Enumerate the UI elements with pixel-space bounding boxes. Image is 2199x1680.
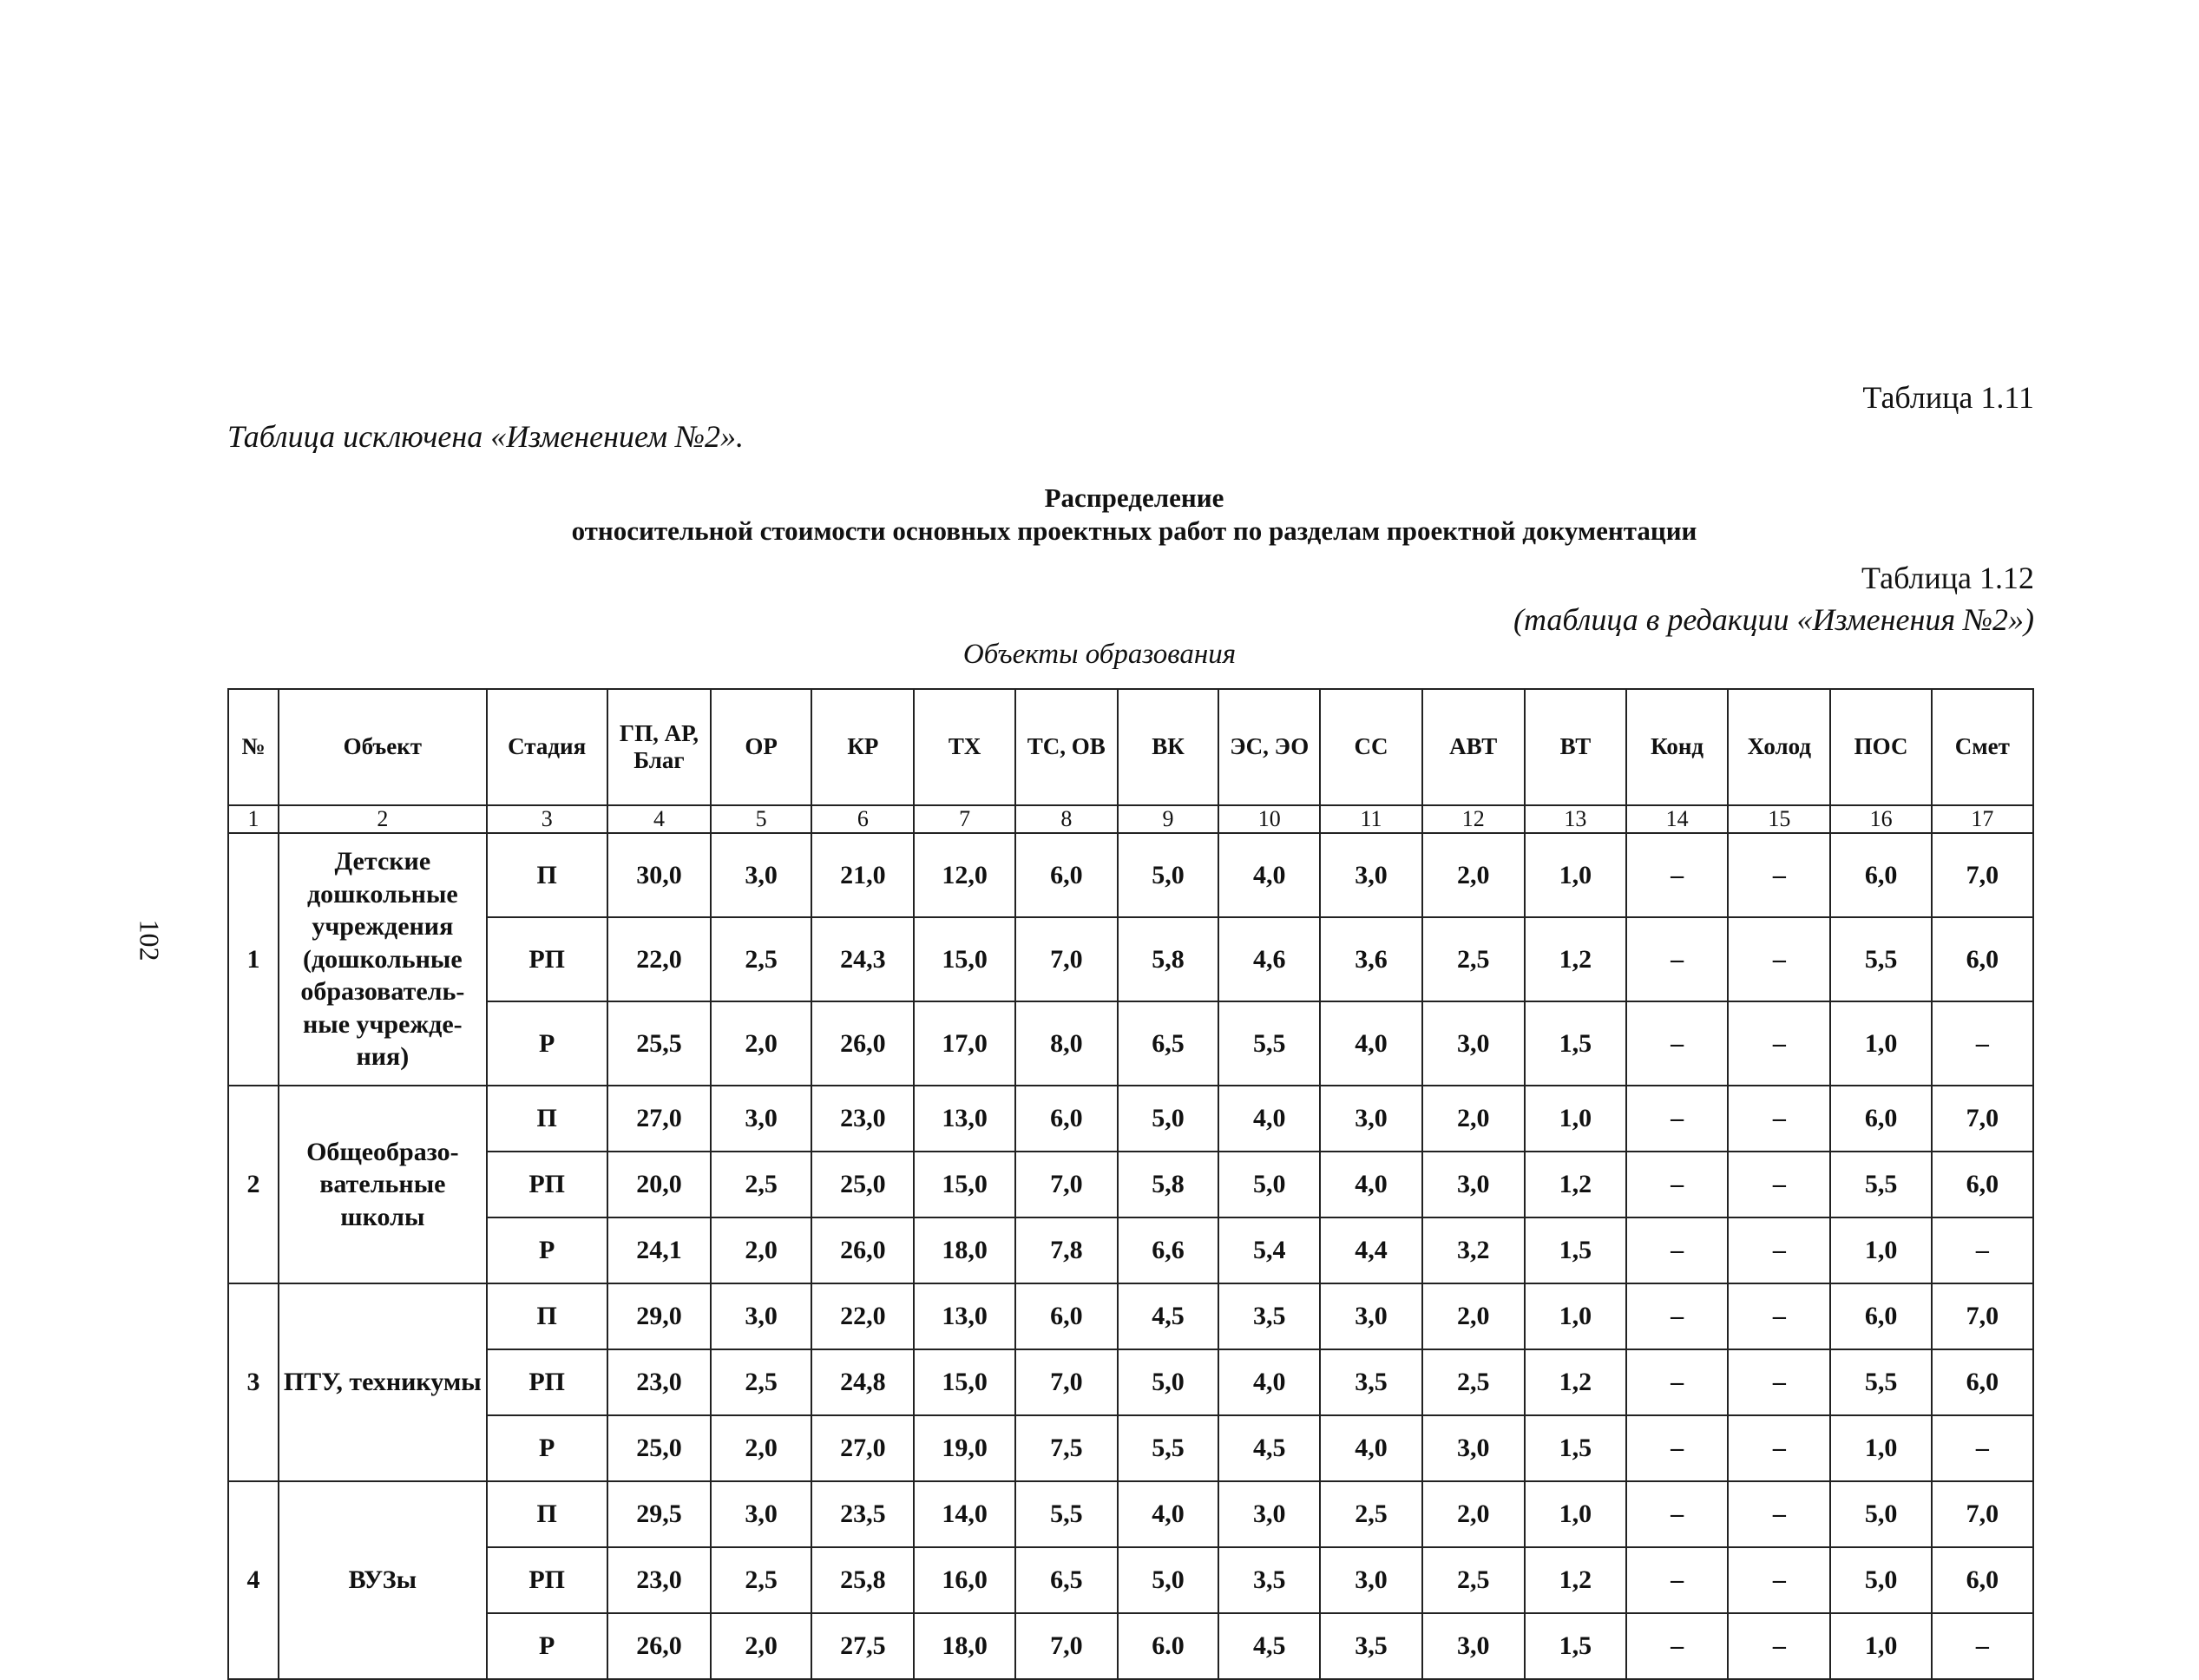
value-cell: 2,5 (711, 1349, 811, 1415)
value-cell: – (1626, 1481, 1728, 1547)
value-cell: 3,0 (1422, 1613, 1525, 1679)
value-cell: 7,0 (1015, 1349, 1118, 1415)
value-cell: – (1728, 1613, 1830, 1679)
column-number-cell: 11 (1320, 805, 1421, 833)
column-number-cell: 16 (1830, 805, 1931, 833)
value-cell: – (1626, 1613, 1728, 1679)
value-cell: – (1728, 1349, 1830, 1415)
header-cell: ТС, ОВ (1015, 689, 1118, 805)
value-cell: 5,5 (1830, 1349, 1931, 1415)
value-cell: 24,8 (811, 1349, 914, 1415)
value-cell: 23,0 (811, 1086, 914, 1152)
value-cell: 15,0 (914, 917, 1014, 1001)
value-cell: – (1626, 1001, 1728, 1086)
table-title-line-2: относительной стоимости основных проектных работ по разделам проектной документации (571, 515, 1697, 546)
value-cell: 27,0 (811, 1415, 914, 1481)
header-cell: ГП, АР, Благ (607, 689, 711, 805)
value-cell: 26,0 (811, 1001, 914, 1086)
value-cell: – (1728, 1217, 1830, 1283)
value-cell: 6,0 (1932, 917, 2033, 1001)
value-cell: – (1728, 1481, 1830, 1547)
header-cell: ПОС (1830, 689, 1931, 805)
value-cell: – (1728, 1086, 1830, 1152)
value-cell: 5,0 (1830, 1481, 1931, 1547)
object-name-cell: Детские дошкольные учреждения (дошкольные образователь-ные учрежде-ния) (279, 833, 486, 1086)
value-cell: 2,0 (1422, 1481, 1525, 1547)
value-cell: 25,8 (811, 1547, 914, 1613)
stage-cell: П (487, 833, 607, 917)
value-cell: 7,0 (1932, 1283, 2033, 1349)
header-cell: ТХ (914, 689, 1014, 805)
value-cell: 4,0 (1218, 833, 1320, 917)
value-cell: – (1626, 1283, 1728, 1349)
table-row (228, 1481, 2033, 1547)
value-cell: – (1932, 1415, 2033, 1481)
table-1-11-label: Таблица 1.11 (1862, 380, 2034, 415)
header-cell: № (228, 689, 279, 805)
value-cell: 26,0 (811, 1217, 914, 1283)
object-name-cell: ВУЗы (279, 1481, 486, 1679)
value-cell: 2,0 (1422, 833, 1525, 917)
header-cell: ОР (711, 689, 811, 805)
value-cell: 3,6 (1320, 917, 1421, 1001)
value-cell: 3,5 (1218, 1547, 1320, 1613)
column-number-cell: 3 (487, 805, 607, 833)
stage-cell: РП (487, 1547, 607, 1613)
value-cell: 23,5 (811, 1481, 914, 1547)
object-name-cell: ПТУ, техникумы (279, 1283, 486, 1481)
group-number-cell: 3 (228, 1283, 279, 1481)
table-row (228, 833, 2033, 917)
value-cell: – (1626, 1217, 1728, 1283)
value-cell: 2,5 (711, 917, 811, 1001)
table-row (228, 1086, 2033, 1152)
value-cell: 4,0 (1320, 1415, 1421, 1481)
value-cell: 5,8 (1118, 917, 1218, 1001)
value-cell: 3,0 (1320, 1283, 1421, 1349)
value-cell: 3,0 (1422, 1001, 1525, 1086)
value-cell: – (1626, 1349, 1728, 1415)
value-cell: – (1932, 1613, 2033, 1679)
value-cell: 2,0 (711, 1613, 811, 1679)
value-cell: 17,0 (914, 1001, 1014, 1086)
header-cell: ЭС, ЭО (1218, 689, 1320, 805)
value-cell: – (1728, 833, 1830, 917)
value-cell: 2,5 (1422, 917, 1525, 1001)
table-row (228, 1152, 2033, 1217)
value-cell: 14,0 (914, 1481, 1014, 1547)
column-number-cell: 12 (1422, 805, 1525, 833)
value-cell: 1,5 (1525, 1613, 1626, 1679)
value-cell: 4,5 (1218, 1613, 1320, 1679)
value-cell: 2,5 (711, 1152, 811, 1217)
value-cell: – (1728, 1152, 1830, 1217)
value-cell: 16,0 (914, 1547, 1014, 1613)
value-cell: 7,0 (1015, 1152, 1118, 1217)
value-cell: – (1626, 1547, 1728, 1613)
value-cell: 1,5 (1525, 1001, 1626, 1086)
value-cell: 3,0 (1218, 1481, 1320, 1547)
value-cell: – (1728, 1001, 1830, 1086)
page-number: 102 (134, 919, 166, 961)
value-cell: 1,0 (1525, 1481, 1626, 1547)
value-cell: 6,5 (1118, 1001, 1218, 1086)
value-cell: – (1728, 1283, 1830, 1349)
group-number-cell: 1 (228, 833, 279, 1086)
column-number-cell: 17 (1932, 805, 2033, 833)
value-cell: 18,0 (914, 1613, 1014, 1679)
header-cell: ВК (1118, 689, 1218, 805)
header-cell: КР (811, 689, 914, 805)
header-cell: Конд (1626, 689, 1728, 805)
value-cell: 6,0 (1015, 1283, 1118, 1349)
value-cell: 25,0 (811, 1152, 914, 1217)
value-cell: 5,5 (1015, 1481, 1118, 1547)
value-cell: – (1626, 833, 1728, 917)
value-cell: – (1932, 1001, 2033, 1086)
value-cell: 2,5 (711, 1547, 811, 1613)
table-1-12-label: Таблица 1.12 (1861, 561, 2034, 595)
value-cell: 4,0 (1218, 1086, 1320, 1152)
value-cell: 23,0 (607, 1349, 711, 1415)
column-number-cell: 10 (1218, 805, 1320, 833)
stage-cell: Р (487, 1001, 607, 1086)
column-number-row (228, 805, 2033, 833)
value-cell: 21,0 (811, 833, 914, 917)
header-row (228, 689, 2033, 805)
value-cell: 3,0 (1320, 1547, 1421, 1613)
value-cell: 4,5 (1118, 1283, 1218, 1349)
column-number-cell: 9 (1118, 805, 1218, 833)
column-number-cell: 4 (607, 805, 711, 833)
value-cell: 25,0 (607, 1415, 711, 1481)
value-cell: 1,0 (1525, 833, 1626, 917)
value-cell: 7,0 (1932, 1086, 2033, 1152)
stage-cell: РП (487, 1349, 607, 1415)
value-cell: 5,5 (1118, 1415, 1218, 1481)
table-row (228, 917, 2033, 1001)
stage-cell: П (487, 1283, 607, 1349)
value-cell: 4,0 (1118, 1481, 1218, 1547)
value-cell: 1,2 (1525, 1547, 1626, 1613)
stage-cell: П (487, 1481, 607, 1547)
value-cell: 3,0 (1320, 1086, 1421, 1152)
value-cell: 1,0 (1525, 1283, 1626, 1349)
value-cell: – (1932, 1217, 2033, 1283)
value-cell: 27,0 (607, 1086, 711, 1152)
value-cell: 2,0 (711, 1217, 811, 1283)
stage-cell: П (487, 1086, 607, 1152)
column-number-cell: 6 (811, 805, 914, 833)
value-cell: – (1626, 1152, 1728, 1217)
value-cell: 3,0 (711, 1481, 811, 1547)
value-cell: 5,5 (1830, 1152, 1931, 1217)
header-cell: ВТ (1525, 689, 1626, 805)
column-number-cell: 15 (1728, 805, 1830, 833)
value-cell: 5,0 (1118, 1086, 1218, 1152)
value-cell: 15,0 (914, 1349, 1014, 1415)
table-title-line-1: Распределение (1044, 482, 1224, 513)
value-cell: 4,4 (1320, 1217, 1421, 1283)
value-cell: 3,5 (1320, 1349, 1421, 1415)
table-row (228, 1547, 2033, 1613)
value-cell: 1,0 (1525, 1086, 1626, 1152)
value-cell: 8,0 (1015, 1001, 1118, 1086)
value-cell: 4,0 (1320, 1152, 1421, 1217)
value-cell: 1,0 (1830, 1415, 1931, 1481)
value-cell: 3,0 (1422, 1415, 1525, 1481)
column-number-cell: 8 (1015, 805, 1118, 833)
column-number-cell: 5 (711, 805, 811, 833)
value-cell: 3,5 (1218, 1283, 1320, 1349)
value-cell: 2,5 (1422, 1547, 1525, 1613)
column-number-cell: 13 (1525, 805, 1626, 833)
table-row (228, 1283, 2033, 1349)
header-cell: Смет (1932, 689, 2033, 805)
value-cell: 3,0 (1320, 833, 1421, 917)
value-cell: 1,0 (1830, 1613, 1931, 1679)
object-name-cell: Общеобразо-вательные школы (279, 1086, 486, 1283)
value-cell: – (1626, 917, 1728, 1001)
group-number-cell: 2 (228, 1086, 279, 1283)
value-cell: 6,0 (1932, 1152, 2033, 1217)
value-cell: 2,0 (1422, 1283, 1525, 1349)
column-number-cell: 7 (914, 805, 1014, 833)
table-body (228, 833, 2033, 1679)
value-cell: 3,0 (711, 833, 811, 917)
value-cell: 5,5 (1218, 1001, 1320, 1086)
value-cell: 5,4 (1218, 1217, 1320, 1283)
value-cell: 3,5 (1320, 1613, 1421, 1679)
value-cell: 1,2 (1525, 1349, 1626, 1415)
value-cell: 6,0 (1015, 1086, 1118, 1152)
excluded-table-note: Таблица исключена «Изменением №2». (227, 419, 745, 454)
value-cell: 22,0 (811, 1283, 914, 1349)
table-row (228, 1349, 2033, 1415)
value-cell: 3,0 (711, 1283, 811, 1349)
header-cell: Объект (279, 689, 486, 805)
value-cell: 20,0 (607, 1152, 711, 1217)
value-cell: – (1626, 1415, 1728, 1481)
cost-distribution-table (227, 688, 2034, 1680)
value-cell: 6,0 (1932, 1349, 2033, 1415)
value-cell: 1,5 (1525, 1415, 1626, 1481)
value-cell: 5,0 (1118, 1349, 1218, 1415)
value-cell: 25,5 (607, 1001, 711, 1086)
stage-cell: Р (487, 1217, 607, 1283)
value-cell: 1,2 (1525, 1152, 1626, 1217)
value-cell: 5,0 (1118, 833, 1218, 917)
header-cell: Стадия (487, 689, 607, 805)
value-cell: 2,0 (1422, 1086, 1525, 1152)
value-cell: 4,0 (1320, 1001, 1421, 1086)
value-cell: – (1728, 1547, 1830, 1613)
value-cell: 1,0 (1830, 1001, 1931, 1086)
table-row (228, 1613, 2033, 1679)
value-cell: 12,0 (914, 833, 1014, 917)
value-cell: 24,3 (811, 917, 914, 1001)
table-row (228, 1001, 2033, 1086)
value-cell: 6,0 (1830, 1283, 1931, 1349)
stage-cell: Р (487, 1613, 607, 1679)
group-number-cell: 4 (228, 1481, 279, 1679)
table-row (228, 1217, 2033, 1283)
value-cell: 6,0 (1830, 833, 1931, 917)
value-cell: 1,0 (1830, 1217, 1931, 1283)
value-cell: 6.0 (1118, 1613, 1218, 1679)
stage-cell: Р (487, 1415, 607, 1481)
value-cell: 6,6 (1118, 1217, 1218, 1283)
value-cell: 13,0 (914, 1283, 1014, 1349)
value-cell: – (1626, 1086, 1728, 1152)
edition-note: (таблица в редакции «Изменения №2») (1513, 602, 2034, 637)
value-cell: 6,0 (1932, 1547, 2033, 1613)
value-cell: 2,5 (1422, 1349, 1525, 1415)
value-cell: 24,1 (607, 1217, 711, 1283)
value-cell: 2,0 (711, 1001, 811, 1086)
value-cell: 29,0 (607, 1283, 711, 1349)
header-cell: Холод (1728, 689, 1830, 805)
column-number-cell: 1 (228, 805, 279, 833)
value-cell: 6,5 (1015, 1547, 1118, 1613)
value-cell: 7,0 (1015, 917, 1118, 1001)
stage-cell: РП (487, 917, 607, 1001)
value-cell: 5,8 (1118, 1152, 1218, 1217)
value-cell: 5,0 (1830, 1547, 1931, 1613)
value-cell: 4,0 (1218, 1349, 1320, 1415)
value-cell: 23,0 (607, 1547, 711, 1613)
value-cell: 27,5 (811, 1613, 914, 1679)
value-cell: 3,2 (1422, 1217, 1525, 1283)
table-subtitle: Объекты образования (962, 639, 1237, 670)
column-number-cell: 2 (279, 805, 486, 833)
value-cell: 5,5 (1830, 917, 1931, 1001)
table-row (228, 1415, 2033, 1481)
value-cell: 3,0 (1422, 1152, 1525, 1217)
value-cell: 4,5 (1218, 1415, 1320, 1481)
value-cell: 1,2 (1525, 917, 1626, 1001)
value-cell: 1,5 (1525, 1217, 1626, 1283)
value-cell: 15,0 (914, 1152, 1014, 1217)
column-number-cell: 14 (1626, 805, 1728, 833)
value-cell: 5,0 (1118, 1547, 1218, 1613)
value-cell: 4,6 (1218, 917, 1320, 1001)
header-cell: СС (1320, 689, 1421, 805)
value-cell: 18,0 (914, 1217, 1014, 1283)
value-cell: 2,0 (711, 1415, 811, 1481)
value-cell: 13,0 (914, 1086, 1014, 1152)
value-cell: 7,8 (1015, 1217, 1118, 1283)
value-cell: 29,5 (607, 1481, 711, 1547)
table-header (228, 689, 2033, 833)
value-cell: 6,0 (1830, 1086, 1931, 1152)
value-cell: 22,0 (607, 917, 711, 1001)
value-cell: 19,0 (914, 1415, 1014, 1481)
stage-cell: РП (487, 1152, 607, 1217)
header-cell: АВТ (1422, 689, 1525, 805)
value-cell: 2,5 (1320, 1481, 1421, 1547)
value-cell: 7,0 (1015, 1613, 1118, 1679)
value-cell: 5,0 (1218, 1152, 1320, 1217)
value-cell: 3,0 (711, 1086, 811, 1152)
value-cell: 26,0 (607, 1613, 711, 1679)
value-cell: 7,0 (1932, 833, 2033, 917)
value-cell: 7,0 (1932, 1481, 2033, 1547)
value-cell: – (1728, 917, 1830, 1001)
value-cell: 30,0 (607, 833, 711, 917)
value-cell: – (1728, 1415, 1830, 1481)
value-cell: 7,5 (1015, 1415, 1118, 1481)
value-cell: 6,0 (1015, 833, 1118, 917)
